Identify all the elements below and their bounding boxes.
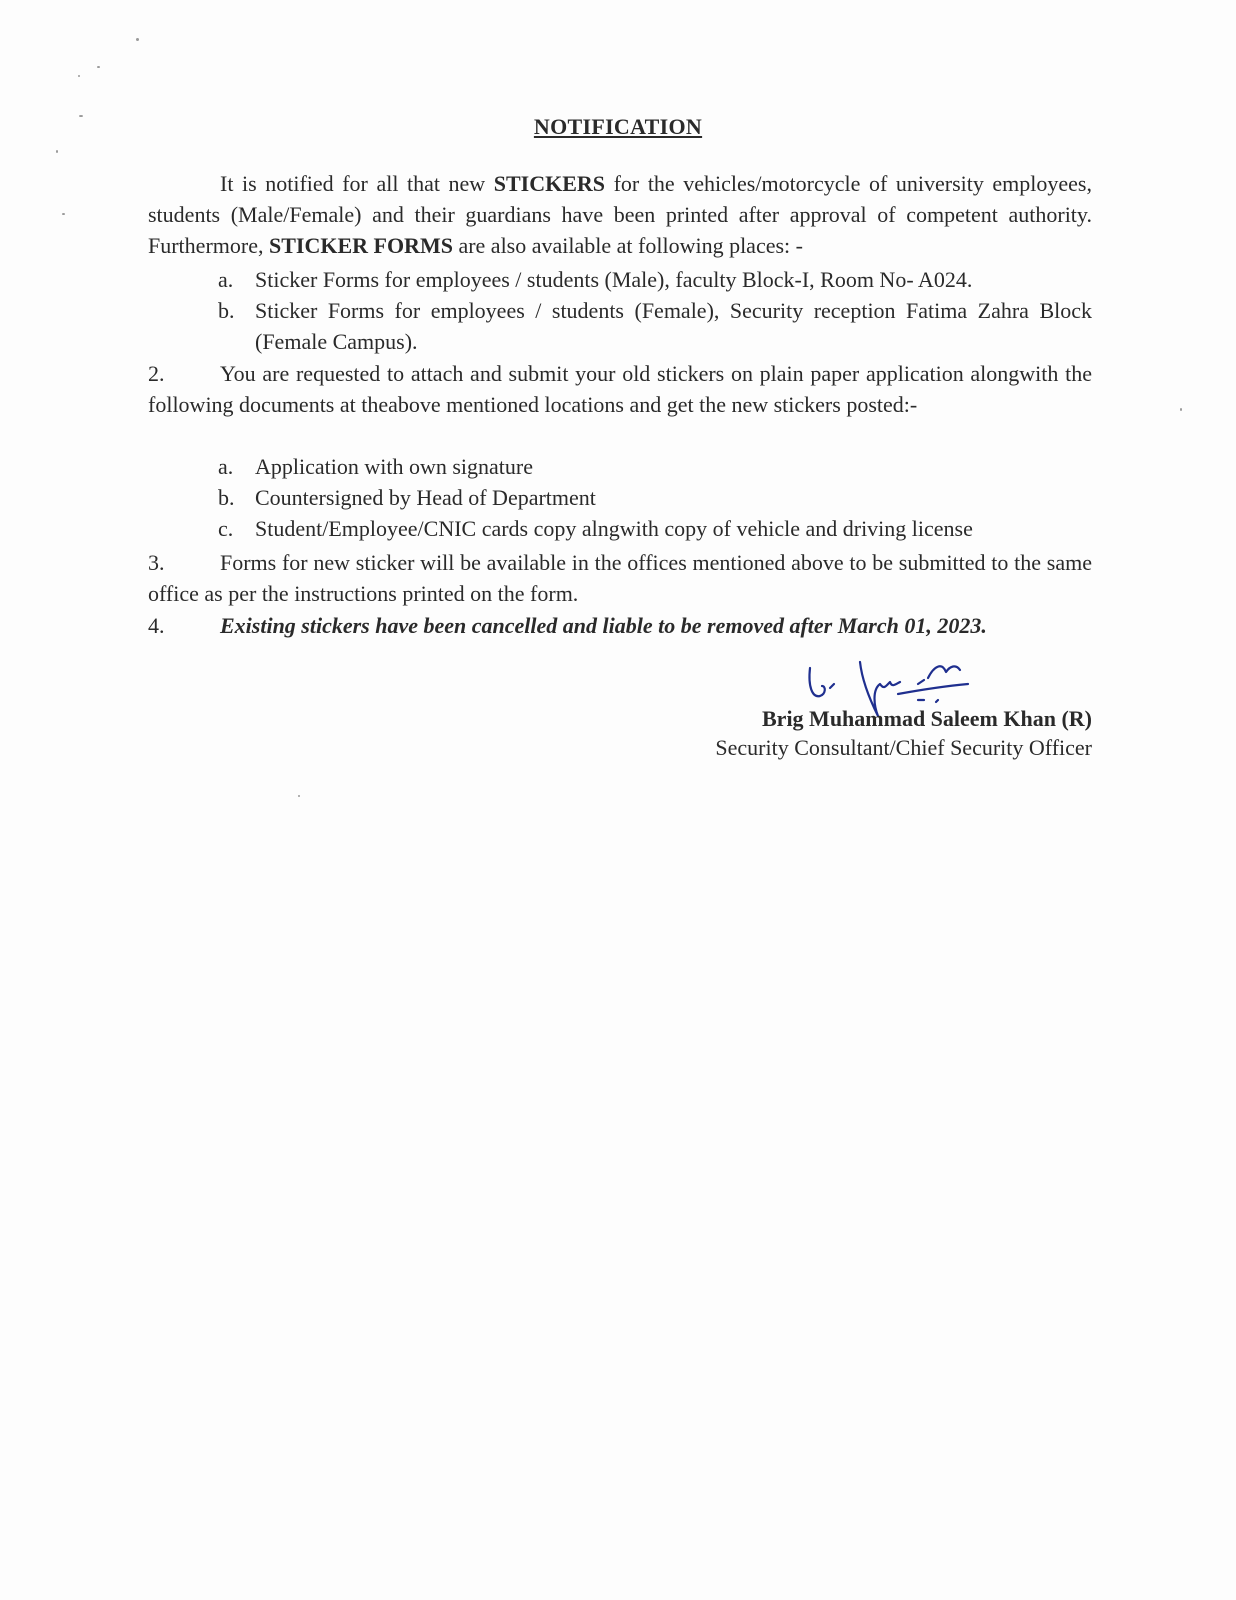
sticker-forms-emphasis: STICKER FORMS xyxy=(268,233,453,258)
notification-title: NOTIFICATION xyxy=(533,114,703,139)
paragraph-number: 3. xyxy=(148,550,165,575)
paragraph-3 xyxy=(148,547,1092,609)
scan-speck xyxy=(62,213,65,215)
scan-speck xyxy=(136,38,139,41)
list-item xyxy=(218,264,1092,295)
list-item-text: Sticker Forms for employees / students (Male), faculty Block-I, Room No- A024. xyxy=(255,267,973,292)
list-item xyxy=(218,482,1092,513)
list-item-text: Sticker Forms for employees / students (Female), Security reception Fatima Zahra Block (Female Campus). xyxy=(255,298,1092,354)
paragraph-number: 2. xyxy=(148,361,165,386)
paragraph-text: Forms for new sticker will be available in the offices mentioned above to be submitted to the same office as per the instructions printed on the form. xyxy=(148,550,1092,606)
paragraph-text: Existing stickers have been cancelled and liable to be removed after March 01, 2023. xyxy=(220,613,987,638)
scan-speck xyxy=(78,75,80,77)
intro-text-2: for the vehicles/motorcycle of university employees, students (Male/Female) and their guardians have been printed after approval of competent authority. Furthermore, xyxy=(148,171,1092,258)
list-item xyxy=(218,451,1092,482)
list-marker: c. xyxy=(218,516,234,541)
list-item-text: Application with own signature xyxy=(255,454,534,479)
paragraph-4 xyxy=(148,610,1092,641)
required-documents-list xyxy=(218,451,1092,544)
list-item xyxy=(218,513,1092,544)
list-item xyxy=(218,295,1092,357)
signature-block xyxy=(715,704,1092,762)
paragraph-number: 4. xyxy=(148,613,165,638)
paragraph-text: You are requested to attach and submit your old stickers on plain paper application alongwith the following documents at theabove mentioned locations and get the new stickers posted:- xyxy=(148,361,1092,417)
list-marker: a. xyxy=(218,267,234,292)
intro-text-1: It is notified for all that new xyxy=(220,171,494,196)
paragraph-2 xyxy=(148,358,1092,420)
list-marker: b. xyxy=(218,485,235,510)
intro-text-3: are also available at following places: - xyxy=(452,233,803,258)
intro-paragraph xyxy=(148,168,1092,261)
scan-speck xyxy=(298,795,300,797)
list-marker: b. xyxy=(218,298,235,323)
list-item-text: Student/Employee/CNIC cards copy alngwith copy of vehicle and driving license xyxy=(255,516,973,541)
signatory-name: Brig Muhammad Saleem Khan (R) xyxy=(762,706,1092,731)
stickers-emphasis: STICKERS xyxy=(493,171,606,196)
signatory-designation: Security Consultant/Chief Security Officer xyxy=(715,735,1092,760)
list-item-text: Countersigned by Head of Department xyxy=(255,485,596,510)
scan-speck xyxy=(56,150,58,153)
sticker-form-locations-list xyxy=(218,264,1092,357)
scan-speck xyxy=(1180,408,1182,411)
list-marker: a. xyxy=(218,454,234,479)
scan-speck xyxy=(97,66,100,68)
